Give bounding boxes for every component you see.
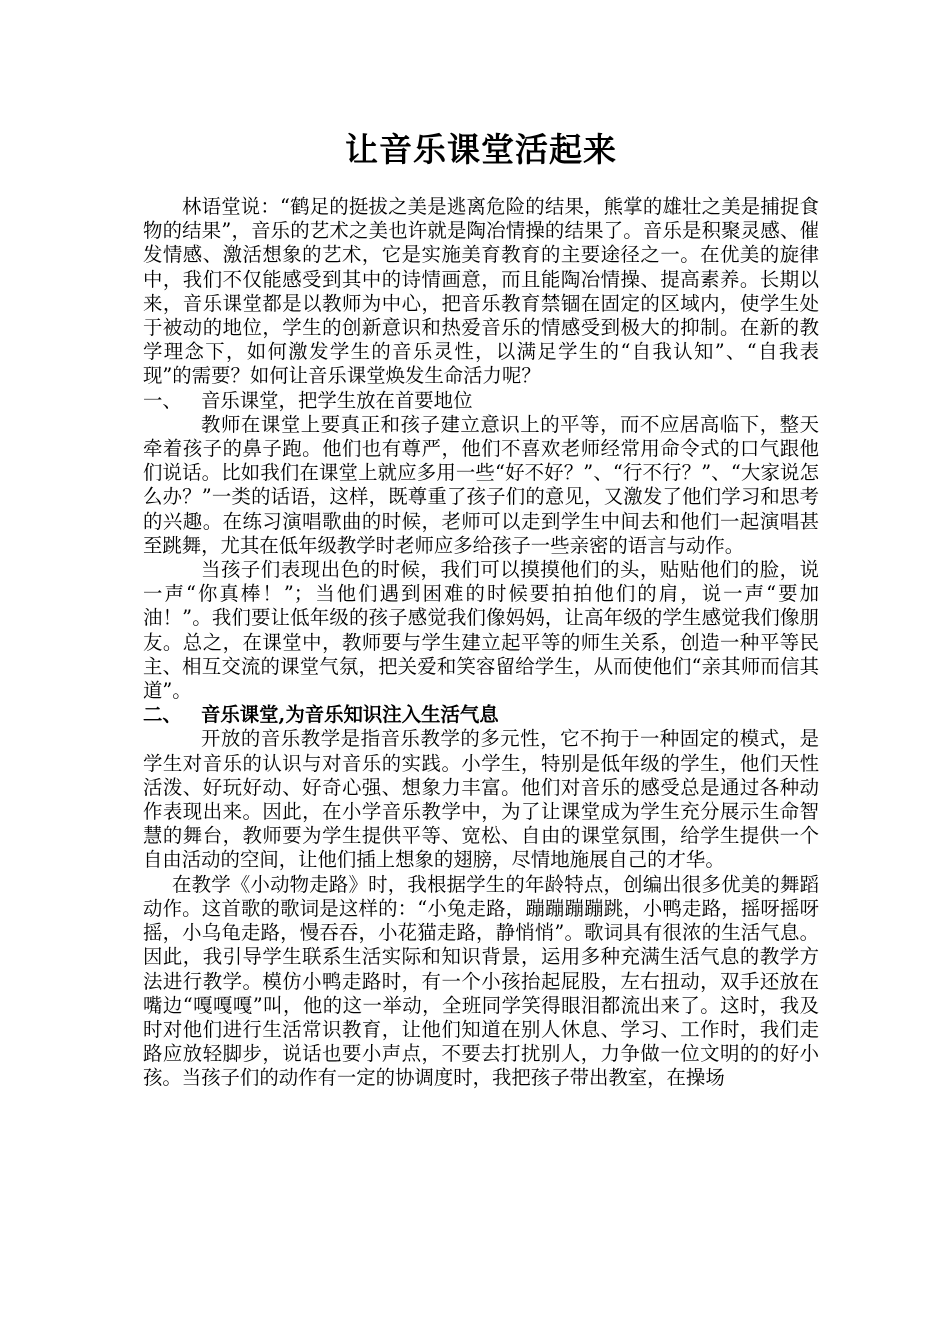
document-page	[143, 0, 819, 1091]
section-1-title: 音乐课堂，把学生放在首要地位	[201, 388, 473, 412]
section-1-paragraph-1: 教师在课堂上要真正和孩子建立意识上的平等，而不应居高临下，整天牵着孩子的鼻子跑。他们也有尊严，他们不喜欢老师经常用命令式的口气跟他们说话。比如我们在课堂上就应多用一些“好不好？”、“行不行？”、“大家说怎么办？”一类的话语，这样，既尊重了孩子们的意见，又激发了他们学习和思考的兴趣。在练习演唱歌曲的时候，老师可以走到学生中间去和他们一起演唱甚至跳舞，尤其在低年级教学时老师应多给孩子一些亲密的语言与动作。	[143, 412, 819, 557]
section-1-number: 一、	[143, 388, 182, 412]
section-1-heading	[143, 389, 819, 413]
document-body	[143, 195, 819, 1091]
section-2-title: 音乐课堂,为音乐知识注入生活气息	[201, 703, 499, 727]
section-2-heading	[143, 703, 819, 727]
document-title: 让音乐课堂活起来	[345, 130, 617, 169]
section-2-number: 二、	[143, 703, 182, 727]
section-2-paragraph-1: 开放的音乐教学是指音乐教学的多元性，它不拘于一种固定的模式，是学生对音乐的认识与对音乐的实践。小学生，特别是低年级的学生，他们天性活泼、好玩好动、好奇心强、想象力丰富。他们对音乐的感受总是通过各种动作表现出来。因此，在小学音乐教学中，为了让课堂成为学生充分展示生命智慧的舞台，教师要为学生提供平等、宽松、自由的课堂氛围，给学生提供一个自由活动的空间，让他们插上想象的翅膀，尽情地施展自己的才华。	[143, 727, 819, 872]
section-2-paragraph-2: 在教学《小动物走路》时，我根据学生的年龄特点，创编出很多优美的舞蹈动作。这首歌的歌词是这样的：“小兔走路，蹦蹦蹦蹦跳，小鸭走路，摇呀摇呀摇，小乌龟走路，慢吞吞，小花猫走路，静悄悄”。歌词具有很浓的生活气息。因此，我引导学生联系生活实际和知识背景，运用多种充满生活气息的教学方法进行教学。模仿小鸭走路时，有一个小孩抬起屁股，左右扭动，双手还放在嘴边“嘎嘎嘎”叫，他的这一举动，全班同学笑得眼泪都流出来了。这时，我及时对他们进行生活常识教育，让他们知道在别人休息、学习、工作时，我们走路应放轻脚步，说话也要小声点，不要去打扰别人，力争做一位文明的的好小孩。当孩子们的动作有一定的协调度时，我把孩子带出教室，在操场	[143, 872, 819, 1090]
intro-paragraph: 林语堂说：“鹤足的挺拔之美是逃离危险的结果，熊掌的雄壮之美是捕捉食物的结果”，音乐的艺术之美也许就是陶冶情操的结果了。音乐是积聚灵感、催发情感、激活想象的艺术，它是实施美育教育的主要途径之一。在优美的旋律中，我们不仅能感受到其中的诗情画意，而且能陶冶情操、提高素养。长期以来，音乐课堂都是以教师为中心，把音乐教育禁锢在固定的区域内，使学生处于被动的地位，学生的创新意识和热爱音乐的情感受到极大的抑制。在新的教学理念下，如何激发学生的音乐灵性，以满足学生的“自我认知”、“自我表现”的需要？如何让音乐课堂焕发生命活力呢？	[143, 195, 819, 388]
section-1-paragraph-2: 当孩子们表现出色的时候，我们可以摸摸他们的头，贴贴他们的脸，说一声“你真棒！”；当他们遇到困难的时候要拍拍他们的肩，说一声“要加油！”。我们要让低年级的孩子感觉我们像妈妈，让高年级的学生感觉我们像朋友。总之，在课堂中，教师要与学生建立起平等的师生关系，创造一种平等民主、相互交流的课堂气氛，把关爱和笑容留给学生，从而使他们“亲其师而信其道”。	[143, 558, 819, 703]
